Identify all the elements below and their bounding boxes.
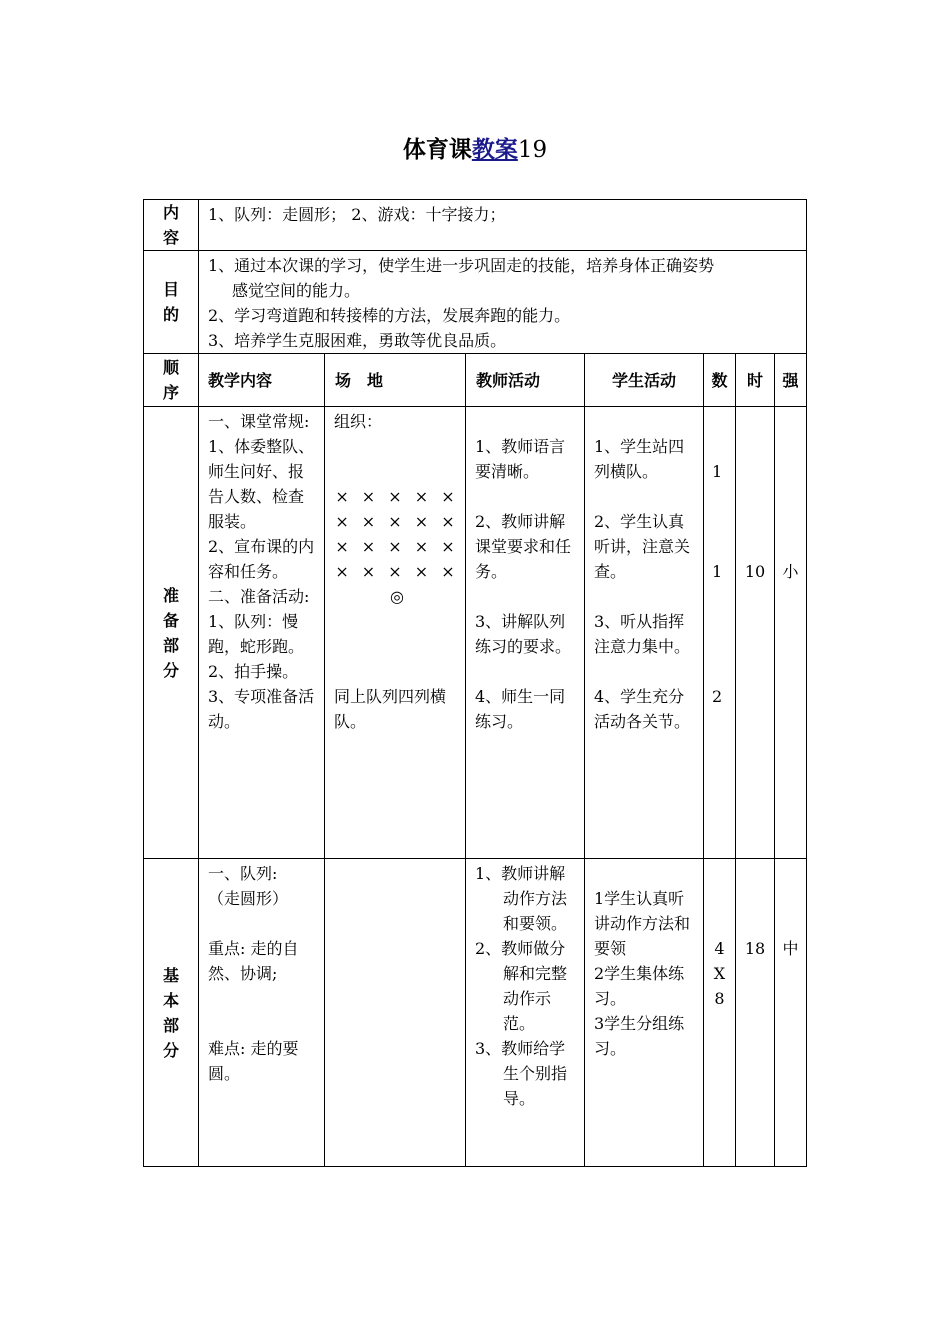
content-label: 内容 bbox=[162, 203, 179, 247]
prep-content: 一、课堂常规: 1、体委整队、师生问好、报告人数、检查服装。 2、宣布课的内容和任务。 二、准备活动: 1、队列：慢跑，蛇形跑。 2、拍手操。 3、专项准备活动。 bbox=[199, 407, 325, 859]
goal-line-3: 2、学习弯道跑和转接棒的方法，发展奔跑的能力。 bbox=[208, 306, 571, 325]
title-number: 19 bbox=[517, 137, 548, 163]
basic-row bbox=[144, 859, 807, 1167]
content-text: 1、队列：走圆形； 2、游戏：十字接力； bbox=[199, 200, 807, 251]
venue-note: 同上队列四列横队。 bbox=[334, 687, 447, 731]
goal-row bbox=[144, 251, 807, 354]
basic-content: 一、队列: （走圆形） 重点: 走的自然、协调; 难点: 走的要圆。 bbox=[199, 859, 325, 1167]
prep-intensity: 小 bbox=[775, 407, 807, 859]
formation-row: × × × × × bbox=[335, 562, 459, 581]
goal-label-cell bbox=[144, 251, 199, 354]
basic-time: 18 bbox=[736, 859, 775, 1167]
basic-intensity: 中 bbox=[775, 859, 807, 1167]
venue-label: 组织： bbox=[334, 412, 383, 431]
formation-row: × × × × × bbox=[335, 512, 459, 531]
title-link[interactable]: 教案 bbox=[471, 136, 518, 163]
formation-row: × × × × × bbox=[335, 487, 459, 506]
page-title bbox=[0, 133, 950, 167]
basic-venue bbox=[325, 859, 466, 1167]
header-venue: 场 地 bbox=[325, 354, 466, 407]
basic-teacher: 1、教师讲解动作方法和要领。 2、教师做分解和完整动作示范。 3、教师给学生个别指导。 bbox=[466, 859, 585, 1167]
basic-label: 基本部分 bbox=[162, 965, 179, 1060]
basic-student: 1学生认真听讲动作方法和要领 2学生集体练习。 3学生分组练习。 bbox=[585, 859, 704, 1167]
header-time: 时 bbox=[736, 354, 775, 407]
prep-row bbox=[144, 407, 807, 859]
header-student: 学生活动 bbox=[585, 354, 704, 407]
goal-line-1: 1、通过本次课的学习，使学生进一步巩固走的技能，培养身体正确姿势 bbox=[208, 256, 715, 275]
prep-venue bbox=[325, 407, 466, 859]
prep-time: 10 bbox=[736, 407, 775, 859]
formation-row: × × × × × bbox=[335, 537, 459, 556]
content-label-cell bbox=[144, 200, 199, 251]
header-order: 顺序 bbox=[144, 354, 199, 407]
prep-label-cell bbox=[144, 407, 199, 859]
prep-count: 1 1 2 bbox=[704, 407, 736, 859]
header-content: 教学内容 bbox=[199, 354, 325, 407]
title-main: 体育课 bbox=[402, 136, 472, 163]
goal-text bbox=[199, 251, 807, 354]
prep-student: 1、学生站四列横队。 2、学生认真听讲，注意关查。 3、听从指挥注意力集中。 4、学生充分活动各关节。 bbox=[585, 407, 704, 859]
basic-label-cell bbox=[144, 859, 199, 1167]
lesson-plan-table bbox=[143, 199, 807, 1167]
goal-label: 目的 bbox=[162, 280, 179, 324]
header-count: 数 bbox=[704, 354, 736, 407]
header-teacher: 教师活动 bbox=[466, 354, 585, 407]
header-intensity: 强 bbox=[775, 354, 807, 407]
goal-line-2: 感觉空间的能力。 bbox=[232, 281, 361, 300]
goal-line-4: 3、培养学生克服困难，勇敢等优良品质。 bbox=[208, 331, 507, 350]
content-row bbox=[144, 200, 807, 251]
prep-teacher: 1、教师语言要清晰。 2、教师讲解课堂要求和任务。 3、讲解队列练习的要求。 4、师生一同练习。 bbox=[466, 407, 585, 859]
header-row bbox=[144, 354, 807, 407]
prep-label: 准备部分 bbox=[162, 585, 179, 680]
basic-count: 4 X 8 bbox=[704, 859, 736, 1167]
teacher-position-icon: ◎ bbox=[390, 587, 404, 606]
